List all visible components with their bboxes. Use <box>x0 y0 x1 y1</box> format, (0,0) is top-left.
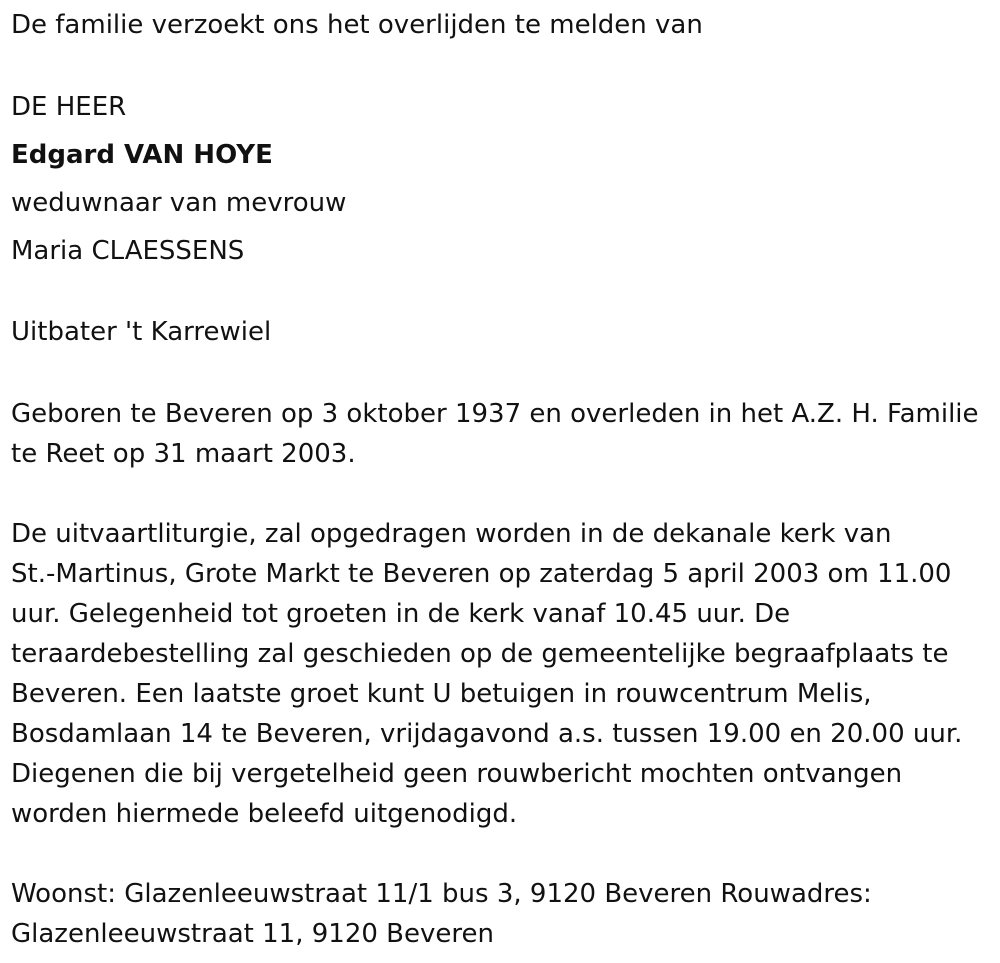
ceremony-line: De uitvaartliturgie, zal opgedragen worden in de dekanale kerk van <box>11 519 892 549</box>
ceremony-line: Bosdamlaan 14 te Beveren, vrijdagavond a.s. tussen 19.00 en 20.00 uur. <box>11 719 963 749</box>
birth-death-line: Geboren te Beveren op 3 oktober 1937 en overleden in het A.Z. H. Familie <box>11 399 979 429</box>
ceremony-line: Diegenen die bij vergetelheid geen rouwbericht mochten ontvangen <box>11 759 903 789</box>
ceremony-line: uur. Gelegenheid tot groeten in de kerk vanaf 10.45 uur. De <box>11 599 791 629</box>
address-paragraph <box>11 874 996 954</box>
ceremony-paragraph <box>11 514 996 834</box>
address-line: Woonst: Glazenleeuwstraat 11/1 bus 3, 9120 Beveren Rouwadres: <box>11 879 872 909</box>
widower-of-text: weduwnaar van mevrouw <box>11 188 347 218</box>
obituary-notice <box>11 5 996 954</box>
ceremony-line: teraardebestelling zal geschieden op de gemeentelijke begraafplaats te <box>11 639 949 669</box>
address-line: Glazenleeuwstraat 11, 9120 Beveren <box>11 919 494 949</box>
honorific-title: DE HEER <box>11 92 127 122</box>
deceased-name: Edgard VAN HOYE <box>11 140 273 170</box>
ceremony-line: worden hiermede beleefd uitgenodigd. <box>11 799 518 829</box>
birth-death-paragraph <box>11 394 996 474</box>
ceremony-line: St.-Martinus, Grote Markt te Beveren op zaterdag 5 april 2003 om 11.00 <box>11 559 952 589</box>
birth-death-line: te Reet op 31 maart 2003. <box>11 439 356 469</box>
occupation-text: Uitbater 't Karrewiel <box>11 317 272 347</box>
announcement-text: De familie verzoekt ons het overlijden te melden van <box>11 10 703 40</box>
spouse-name: Maria CLAESSENS <box>11 236 245 266</box>
ceremony-line: Beveren. Een laatste groet kunt U betuigen in rouwcentrum Melis, <box>11 679 872 709</box>
